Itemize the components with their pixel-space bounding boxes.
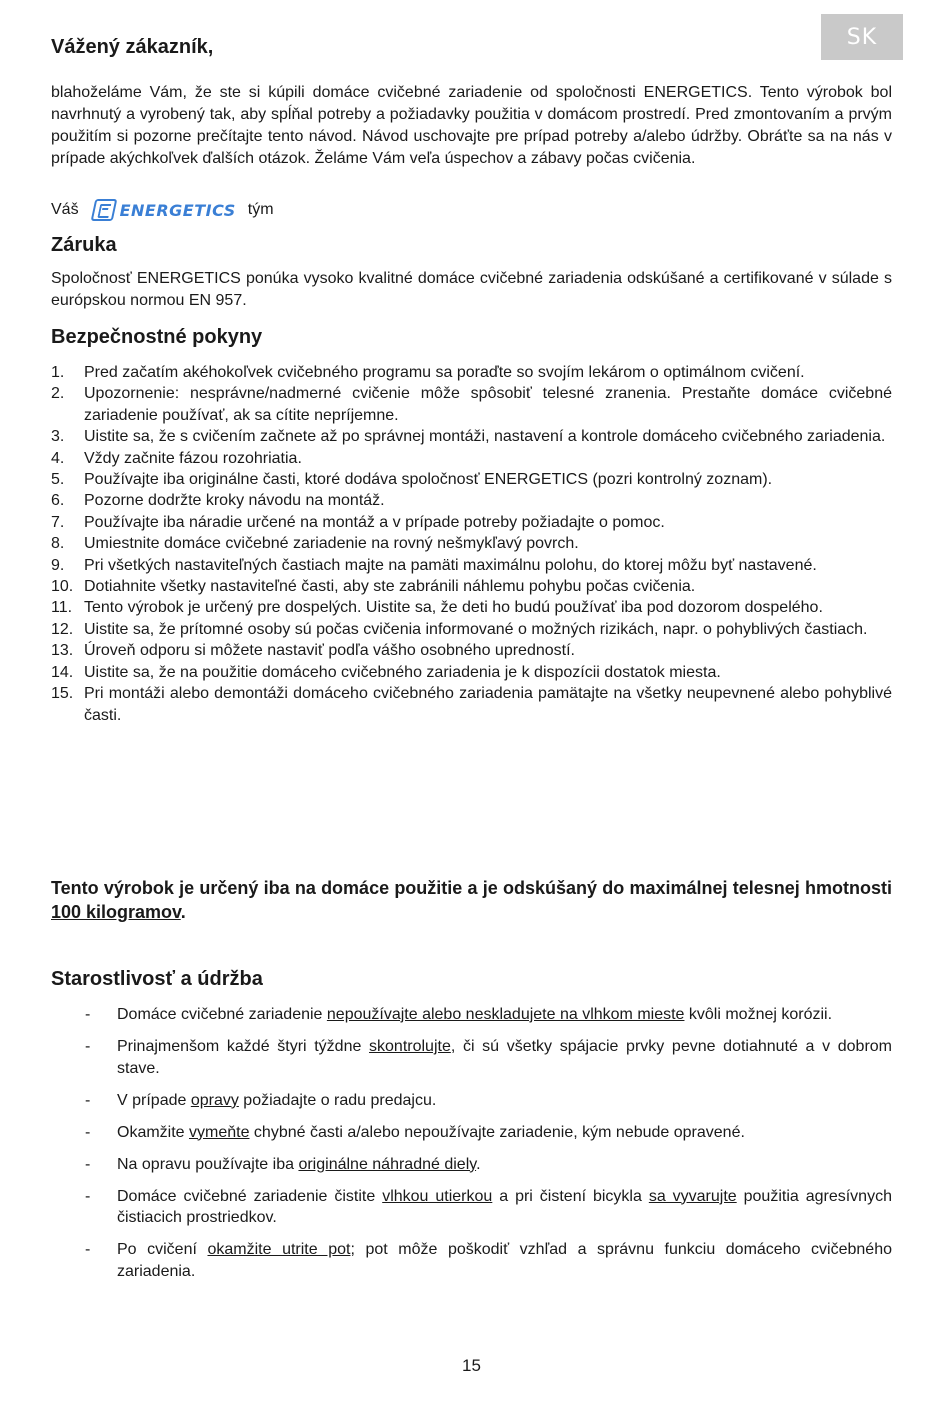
energetics-logo-text: ENERGETICS xyxy=(119,200,236,220)
safety-item xyxy=(51,512,892,533)
safety-item-number: 5. xyxy=(51,471,65,489)
care-item-emphasis: okamžite utrite pot xyxy=(207,1241,351,1258)
care-item-text: , či sú všetky spájacie prvky pevne dotiahnuté a v dobrom stave. xyxy=(117,1038,893,1077)
care-item-text: Domáce cvičebné zariadenie xyxy=(117,1006,327,1023)
safety-item xyxy=(51,597,892,618)
safety-item-text: Úroveň odporu si môžete nastaviť podľa vášho osobného upredností. xyxy=(84,642,575,660)
energetics-logo-icon xyxy=(90,199,117,221)
safety-item xyxy=(51,426,892,447)
care-item xyxy=(51,1154,892,1176)
care-item xyxy=(51,1004,892,1026)
care-item-text: kvôli možnej korózii. xyxy=(684,1006,833,1023)
care-item-text: a pri čistení bicykla xyxy=(492,1187,649,1205)
safety-item-text: Uistite sa, že prítomné osoby sú počas cvičenia informované o možných rizikách, napr. o pohyblivých častiach. xyxy=(84,620,868,638)
care-heading: Starostlivosť a údržba xyxy=(51,968,263,990)
care-item-text: Prinajmenšom každé štyri týždne xyxy=(117,1038,370,1055)
safety-item-number: 3. xyxy=(51,428,65,446)
care-item-text: chybné časti a/alebo nepoužívajte zariadenie, kým nebude opravené. xyxy=(249,1123,745,1141)
safety-item xyxy=(51,619,892,640)
care-item-emphasis: sa vyvarujte xyxy=(648,1187,737,1205)
safety-item xyxy=(51,640,892,661)
care-item-dash: - xyxy=(85,1038,91,1055)
safety-item xyxy=(51,362,892,383)
care-item xyxy=(51,1036,892,1079)
safety-item xyxy=(51,533,892,554)
signature-after: tým xyxy=(247,201,274,218)
safety-item-number: 12. xyxy=(51,620,74,638)
safety-item-text: Uistite sa, že na použitie domáceho cvičebného zariadenia je k dispozícii dostatok miesta. xyxy=(84,663,721,681)
safety-item xyxy=(51,490,892,511)
care-item-dash: - xyxy=(85,1187,91,1205)
page-number: 15 xyxy=(462,1356,481,1375)
care-item-dash: - xyxy=(85,1155,91,1173)
safety-item-number: 8. xyxy=(51,535,65,553)
care-item-dash: - xyxy=(85,1123,91,1141)
care-item-text: Po cvičení xyxy=(117,1241,208,1258)
safety-item-number: 11. xyxy=(51,599,73,617)
care-item-emphasis: skontrolujte xyxy=(369,1038,451,1055)
care-item xyxy=(51,1090,892,1112)
care-item-dash: - xyxy=(85,1091,91,1109)
care-item-text: použitia agresívnych čistiacich prostriedkov. xyxy=(117,1187,892,1226)
safety-item xyxy=(51,662,892,683)
care-item-emphasis: originálne náhradné diely xyxy=(298,1155,477,1173)
intro-paragraph: blahoželáme Vám, že ste si kúpili domáce cvičebné zariadenie od spoločnosti ENERGETICS. Tento výrobok bol navrhnutý a vyrobený tak, aby spĺňal potreby a požiadavky použitia v domácom prostredí. Pred zmontovaním a prvým použitím si pozorne prečítajte tento návod. Návod uschovajte pre prípad potreby a/alebo údržby. Obráťte sa na nás v prípade akýchkoľvek ďalších otázok. Želáme Vám veľa úspechov a zábavy počas cvičenia. xyxy=(51,84,892,167)
safety-item-number: 6. xyxy=(51,492,65,510)
safety-item-number: 7. xyxy=(51,513,65,531)
safety-item-text: Používajte iba originálne časti, ktoré dodáva spoločnosť ENERGETICS (pozri kontrolný zoznam). xyxy=(84,471,773,489)
weight-limit-notice: Tento výrobok je určený iba na domáce použitie a je odskúšaný do maximálnej telesnej hmotnosti 100 kilogramov. xyxy=(51,878,892,922)
warranty-heading: Záruka xyxy=(51,234,117,256)
safety-item xyxy=(51,448,892,469)
safety-item xyxy=(51,683,892,726)
safety-item-number: 2. xyxy=(51,385,65,403)
care-list xyxy=(51,1004,892,1293)
safety-item xyxy=(51,555,892,576)
safety-list xyxy=(51,362,892,726)
safety-item-text: Tento výrobok je určený pre dospelých. Uistite sa, že deti ho budú používať iba pod dozorom dospelého. xyxy=(84,599,823,617)
care-item xyxy=(51,1186,892,1229)
safety-item-text: Pri všetkých nastaviteľných častiach majte na pamäti maximálnu polohu, do ktorej môžu byť nastavené. xyxy=(84,556,817,574)
safety-item-text: Používajte iba náradie určené na montáž a v prípade potreby požiadajte o pomoc. xyxy=(84,513,665,531)
safety-item-text: Umiestnite domáce cvičebné zariadenie na rovný nešmykľavý povrch. xyxy=(84,535,579,553)
warranty-paragraph: Spoločnosť ENERGETICS ponúka vysoko kvalitné domáce cvičebné zariadenia odskúšané a certifikované v súlade s európskou normou EN 957. xyxy=(51,270,892,309)
weight-limit-value: 100 kilogramov xyxy=(51,902,181,922)
care-item-emphasis: opravy xyxy=(190,1091,239,1109)
care-item xyxy=(51,1122,892,1144)
safety-item-number: 1. xyxy=(51,364,65,381)
care-item-text: požiadajte o radu predajcu. xyxy=(238,1091,437,1109)
safety-item xyxy=(51,383,892,426)
care-item-text: Na opravu používajte iba xyxy=(117,1155,299,1173)
language-badge: SK xyxy=(821,14,903,60)
safety-item-number: 14. xyxy=(51,663,74,681)
care-item-text: Domáce cvičebné zariadenie čistite xyxy=(117,1187,383,1205)
care-item-text: ; pot môže poškodiť vzhľad a správnu funkciu domáceho cvičebného zariadenia. xyxy=(117,1241,893,1280)
safety-item-number: 13. xyxy=(51,642,74,660)
energetics-logo xyxy=(93,199,236,221)
safety-item xyxy=(51,469,892,490)
signature-line xyxy=(51,198,274,222)
care-item-text: Okamžite xyxy=(117,1123,190,1141)
care-item xyxy=(51,1239,892,1282)
safety-item-text: Vždy začnite fázou rozohriatia. xyxy=(84,449,302,467)
care-item-text: . xyxy=(476,1155,481,1173)
safety-item-number: 9. xyxy=(51,556,65,574)
safety-item-number: 15. xyxy=(51,685,74,703)
care-item-emphasis: vymeňte xyxy=(189,1123,250,1141)
safety-item-text: Pri montáži alebo demontáži domáceho cvičebného zariadenia pamätajte na všetky neupevnené alebo pohyblivé časti. xyxy=(84,685,892,724)
greeting-heading: Vážený zákazník, xyxy=(51,36,214,58)
care-item-text: V prípade xyxy=(117,1091,191,1109)
care-item-dash: - xyxy=(85,1241,91,1258)
care-item-emphasis: vlhkou utierkou xyxy=(382,1187,493,1205)
care-item-dash: - xyxy=(85,1006,91,1023)
safety-item-text: Uistite sa, že s cvičením začnete až po správnej montáži, nastavení a kontrole domáceho cvičebného zariadenia. xyxy=(84,428,886,446)
signature-before: Váš xyxy=(51,201,79,218)
safety-item-number: 4. xyxy=(51,449,65,467)
safety-item xyxy=(51,576,892,597)
safety-item-text: Dotiahnite všetky nastaviteľné časti, aby ste zabránili náhlemu pohybu počas cvičenia. xyxy=(84,578,696,596)
safety-item-text: Pred začatím akéhokoľvek cvičebného programu sa poraďte so svojím lekárom o optimálnom cvičení. xyxy=(84,364,805,381)
safety-item-text: Upozornenie: nesprávne/nadmerné cvičenie môže spôsobiť telesné zranenia. Prestaňte domáce cvičebné zariadenie používať, ak sa cítite nepríjemne. xyxy=(84,385,892,424)
safety-heading: Bezpečnostné pokyny xyxy=(51,326,263,348)
safety-item-number: 10. xyxy=(51,578,74,596)
safety-item-text: Pozorne dodržte kroky návodu na montáž. xyxy=(84,492,385,510)
care-item-emphasis: nepoužívajte alebo neskladujete na vlhkom mieste xyxy=(326,1006,685,1023)
